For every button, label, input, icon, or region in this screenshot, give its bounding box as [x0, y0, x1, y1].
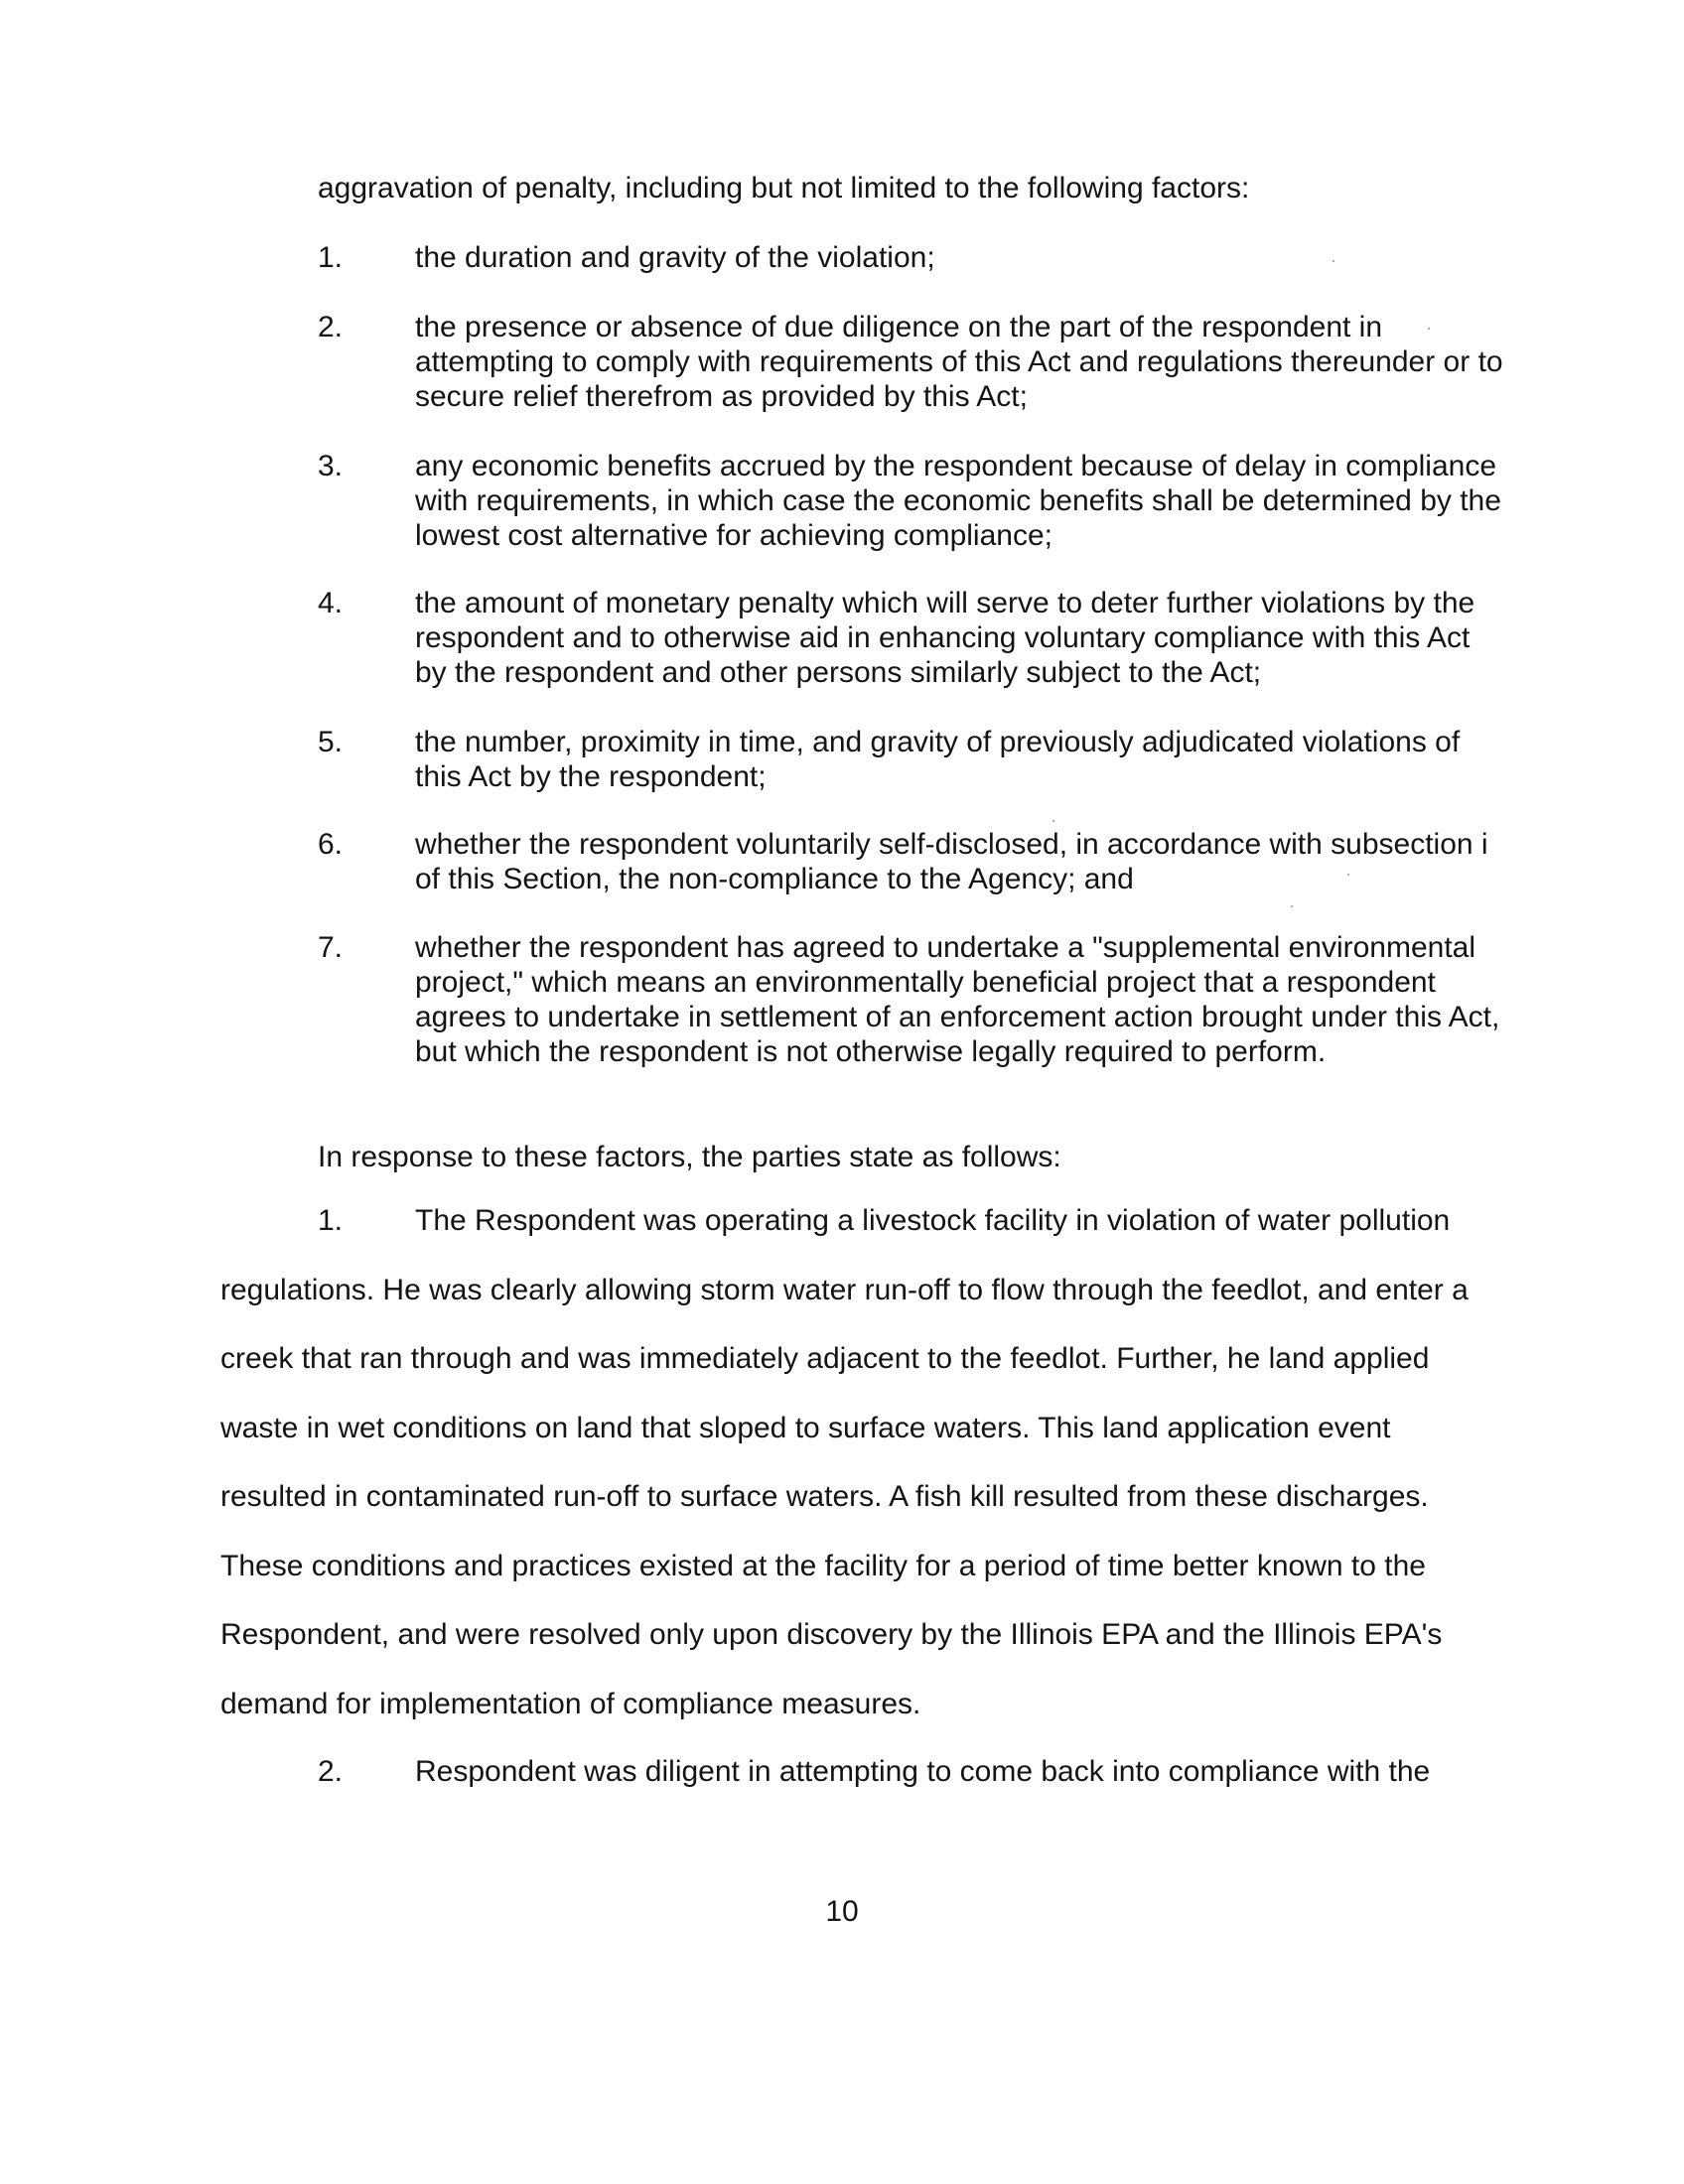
response-paragraph — [220, 1186, 1501, 1738]
response-number: 1. — [318, 1204, 344, 1237]
factor-text: whether the respondent has agreed to undertake a "supplemental environmental project," which means an environmentally beneficial project that a respondent agrees to undertake in settlement of an enforcement action brought under this Act, but which the respondent is not otherwise legally required to perform. — [415, 931, 1500, 1068]
scan-speck — [1428, 328, 1430, 330]
factor-item — [318, 586, 1509, 690]
factor-text: any economic benefits accrued by the respondent because of delay in compliance with requirements, in which case the economic benefits shall be determined by the lowest cost alternative for achieving compliance; — [415, 450, 1501, 552]
scan-speck — [1291, 905, 1293, 907]
factor-text: the duration and gravity of the violation; — [415, 241, 935, 274]
factor-number: 5. — [318, 726, 344, 758]
factor-number: 3. — [318, 450, 344, 482]
factor-item — [318, 240, 1509, 275]
factor-text: whether the respondent voluntarily self-disclosed, in accordance with subsection i of this Section, the non-compliance to the Agency; and — [415, 828, 1488, 895]
factor-item — [318, 930, 1509, 1069]
factor-text: the presence or absence of due diligence on the part of the respondent in attempting to comply with requirements of this Act and regulations thereunder or to secure relief therefrom as provided by this Act; — [415, 311, 1503, 413]
factor-number: 7. — [318, 931, 344, 964]
response-text: Respondent was diligent in attempting to come back into compliance with the — [415, 1755, 1431, 1788]
factor-text: the number, proximity in time, and gravity of previously adjudicated violations of this Act by the respondent; — [415, 726, 1461, 793]
intro-text: aggravation of penalty, including but not limited to the following factors: — [318, 172, 1250, 205]
response-number: 2. — [318, 1755, 344, 1788]
factor-item — [318, 827, 1509, 896]
factor-item — [318, 310, 1509, 414]
factor-item — [318, 449, 1509, 553]
scan-speck — [1347, 874, 1349, 876]
factor-number: 4. — [318, 587, 344, 619]
response-paragraph — [220, 1737, 1501, 1807]
page-number: 10 — [825, 1895, 859, 1928]
factor-number: 1. — [318, 241, 344, 274]
factor-number: 6. — [318, 828, 344, 861]
factor-item — [318, 725, 1509, 794]
response-text: The Respondent was operating a livestock facility in violation of water pollution regulations. He was clearly allowing storm water run-off to flow through the feedlot, and enter a creek that ran through and was immediately adjacent to the feedlot. Further, he land applied waste in wet conditions on land that sloped to surface waters. This land application event resulted in contaminated run-off to surface waters. A fish kill resulted from these discharges. These conditions and practices existed at the facility for a period of time better known to the Respondent, and were resolved only upon discovery by the Illinois EPA and the Illinois EPA's demand for implementation of compliance measures. — [220, 1204, 1469, 1720]
response-intro: In response to these factors, the parties state as follows: — [318, 1141, 1061, 1173]
factor-number: 2. — [318, 311, 344, 343]
factor-text: the amount of monetary penalty which will serve to deter further violations by the respondent and to otherwise aid in enhancing voluntary compliance with this Act by the respondent and other persons similarly subject to the Act; — [415, 587, 1475, 689]
scan-speck — [1052, 820, 1054, 822]
scan-speck — [1333, 260, 1334, 262]
